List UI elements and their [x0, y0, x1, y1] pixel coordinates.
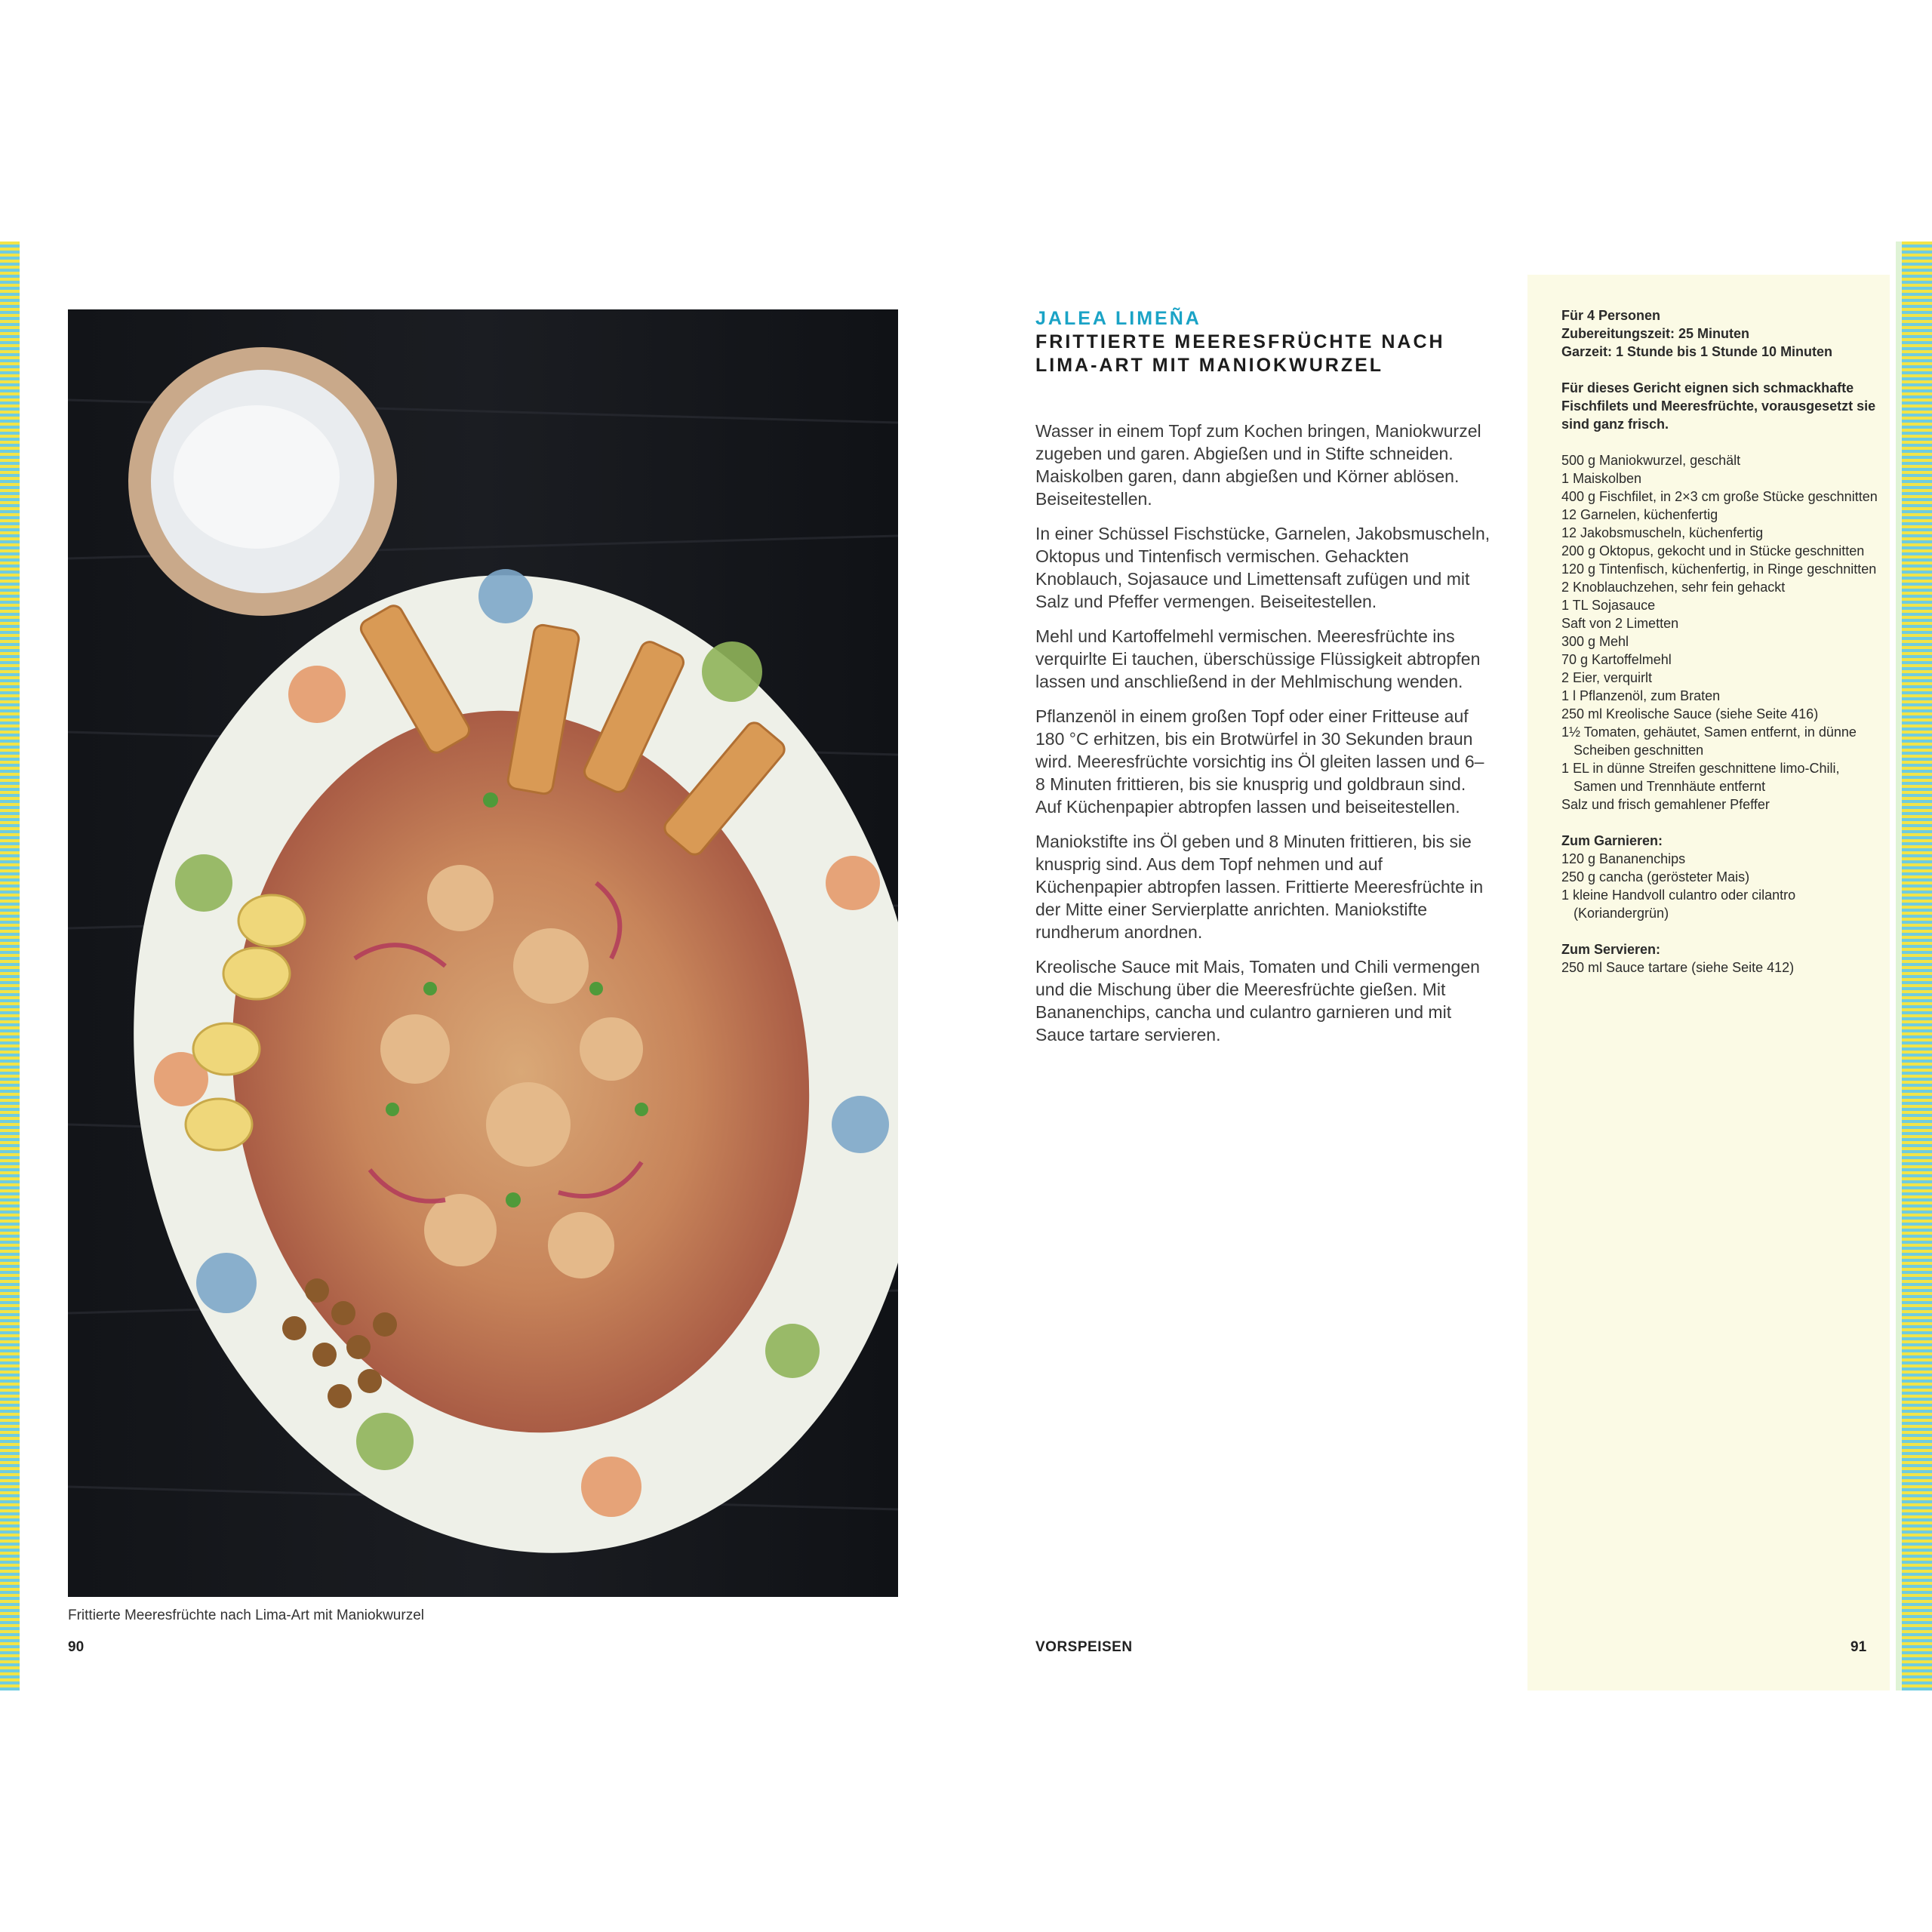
sidebar-content [1561, 306, 1878, 995]
garnish-section [1561, 832, 1878, 922]
left-edge-stripe [0, 242, 20, 1690]
ingredient-list [1561, 451, 1878, 814]
cook-time: Garzeit: 1 Stunde bis 1 Stunde 10 Minuten [1561, 344, 1833, 359]
ingredient-item: 1 EL in dünne Streifen geschnittene limo-Chili, Samen und Trennhäute entfernt [1561, 761, 1840, 794]
method-step: Pflanzenöl in einem großen Topf oder einer Fritteuse auf 180 °C erhitzen, bis ein Brotwürfel in 30 Sekunden braun wird. Meeresfrüchte vorsichtig ins Öl gleiten lassen und 6–8 Minuten frittieren, bis sie knusprig und goldbraun sind. Auf Küchenpapier abtropfen lassen und beiseitestellen. [1035, 706, 1484, 817]
method-step: Kreolische Sauce mit Mais, Tomaten und Chili vermengen und die Mischung über die Meeresfrüchte gießen. Mit Bananenchips, cancha und culantro garnieren und mit Sauce tartare servieren. [1035, 957, 1480, 1044]
ingredient-item: 1 TL Sojasauce [1561, 598, 1656, 613]
method-step: Mehl und Kartoffelmehl vermischen. Meeresfrüchte ins verquirlte Ei tauchen, überschüssige Flüssigkeit abtropfen lassen und anschließend in der Mehlmischung wenden. [1035, 626, 1481, 691]
ingredients-sidebar [1527, 275, 1890, 1690]
ingredient-item: Salz und frisch gemahlener Pfeffer [1561, 797, 1770, 812]
ingredient-item: 500 g Maniokwurzel, geschält [1561, 453, 1741, 468]
ingredient-item: Saft von 2 Limetten [1561, 616, 1679, 631]
ingredient-item: 2 Knoblauchzehen, sehr fein gehackt [1561, 580, 1786, 595]
ingredient-item: 1½ Tomaten, gehäutet, Samen entfernt, in dünne Scheiben geschnitten [1561, 724, 1857, 758]
ingredient-item: 120 g Tintenfisch, küchenfertig, in Ringe geschnitten [1561, 561, 1877, 577]
recipe-note: Für dieses Gericht eignen sich schmackhafte Fischfilets und Meeresfrüchte, vorausgesetzt sie sind ganz frisch. [1561, 380, 1876, 432]
recipe-meta [1561, 306, 1878, 361]
ingredient-item: 1 Maiskolben [1561, 471, 1642, 486]
ingredient-item: 300 g Mehl [1561, 634, 1629, 649]
ingredient-item: 200 g Oktopus, gekocht und in Stücke geschnitten [1561, 543, 1865, 558]
method-step: Maniokstifte ins Öl geben und 8 Minuten frittieren, bis sie knusprig sind. Aus dem Topf nehmen und auf Küchenpapier abtropfen lassen. Frittierte Meeresfrüchte in der Mitte einer Servierplatte anrichten. Maniokstifte rundherum anordnen. [1035, 832, 1484, 942]
recipe-title-german: FRITTIERTE MEERESFRÜCHTE NACH LIMA-ART MIT MANIOKWURZEL [1035, 331, 1445, 376]
servings: Für 4 Personen [1561, 308, 1661, 323]
ingredient-item: 250 ml Kreolische Sauce (siehe Seite 416) [1561, 706, 1819, 721]
method-step: Wasser in einem Topf zum Kochen bringen, Maniokwurzel zugeben und garen. Abgießen und in Stifte schneiden. Maiskolben garen, dann abgießen und Körner ablösen. Beiseitestellen. [1035, 421, 1481, 509]
ingredient-item: 12 Garnelen, küchenfertig [1561, 507, 1718, 522]
book-spread [0, 242, 1932, 1690]
ingredient-item: 2 Eier, verquirlt [1561, 670, 1653, 685]
serve-heading: Zum Servieren: [1561, 942, 1661, 957]
serve-section [1561, 940, 1878, 977]
method-step: In einer Schüssel Fischstücke, Garnelen, Jakobsmuscheln, Oktopus und Tintenfisch vermischen. Gehackten Knoblauch, Sojasauce und Limettensaft zufügen und mit Salz und Pfeffer vermengen. Beiseitestellen. [1035, 524, 1491, 611]
serve-item: 250 ml Sauce tartare (siehe Seite 412) [1561, 960, 1795, 975]
prep-time: Zubereitungszeit: 25 Minuten [1561, 326, 1750, 341]
ingredient-item: 400 g Fischfilet, in 2×3 cm große Stücke geschnitten [1561, 489, 1878, 504]
right-edge-stripe [1896, 242, 1932, 1690]
garnish-item: 250 g cancha (gerösteter Mais) [1561, 869, 1750, 884]
garnish-item: 1 kleine Handvoll culantro oder cilantro (Koriandergrün) [1561, 888, 1796, 921]
recipe-method [1035, 420, 1492, 1058]
garnish-item: 120 g Bananenchips [1561, 851, 1686, 866]
page-number-right: 91 [1850, 1639, 1867, 1655]
section-footer: VORSPEISEN [1035, 1639, 1133, 1655]
ingredient-item: 12 Jakobsmuscheln, küchenfertig [1561, 525, 1764, 540]
dish-illustration [68, 309, 898, 1597]
ingredient-item: 1 l Pflanzenöl, zum Braten [1561, 688, 1721, 703]
garnish-heading: Zum Garnieren: [1561, 833, 1663, 848]
ingredient-item: 70 g Kartoffelmehl [1561, 652, 1672, 667]
page-number-left: 90 [68, 1639, 85, 1655]
recipe-title-spanish: JALEA LIMEÑA [1035, 308, 1201, 329]
dish-photo [68, 309, 898, 1597]
photo-caption: Frittierte Meeresfrüchte nach Lima-Art mit Maniokwurzel [68, 1607, 424, 1623]
